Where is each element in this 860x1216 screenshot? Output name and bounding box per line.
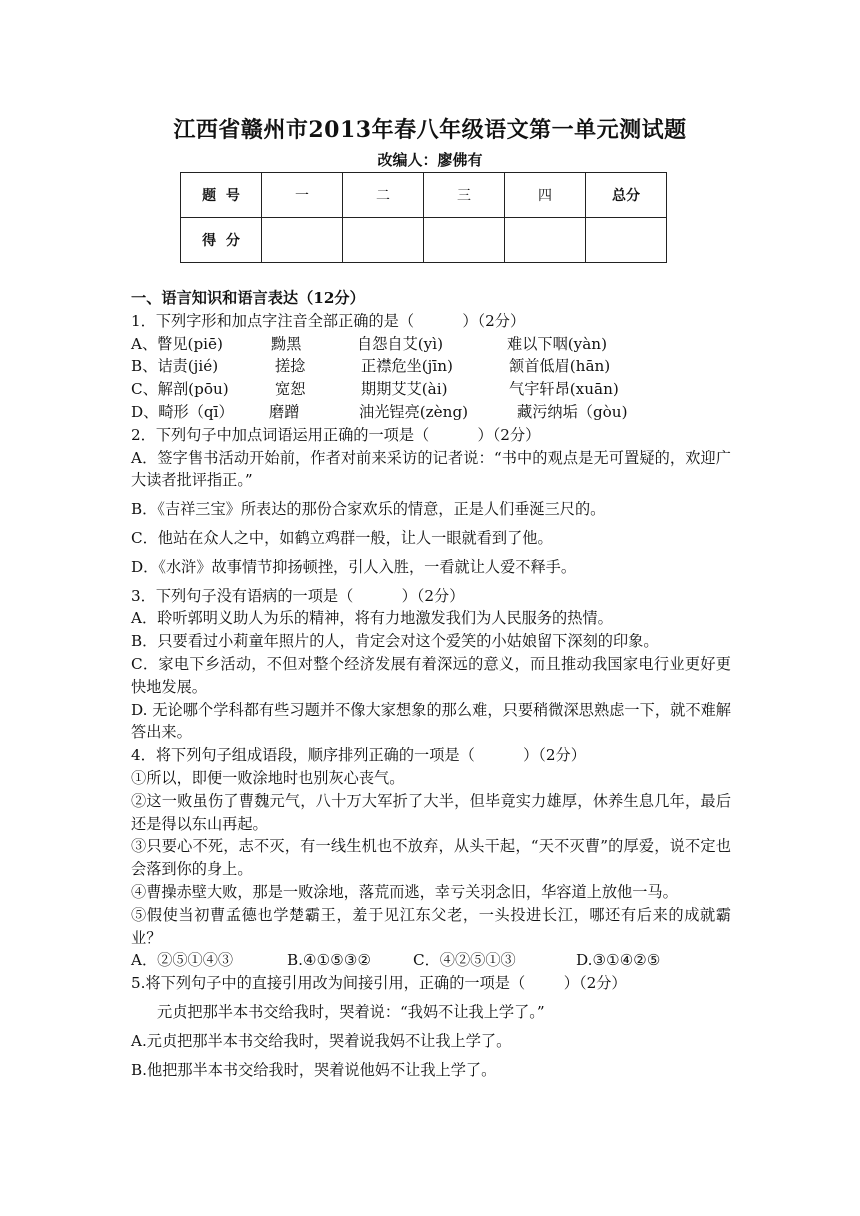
q1-option-a (131, 333, 731, 356)
score-table-header-row (181, 173, 667, 218)
q1-b-4: 颔首低眉(hān) (509, 357, 611, 376)
score-input-2[interactable] (343, 218, 424, 263)
score-input-3[interactable] (424, 218, 505, 263)
q1-stem: 1．下列字形和加点字注音全部正确的是（ ）（2分） (131, 311, 526, 330)
q4-option-d: D.③①④②⑤ (576, 951, 661, 970)
q5-quote: 元贞把那半本书交给我时，哭着说：“我妈不让我上学了。” (157, 1002, 545, 1021)
q3-option-a: A．聆听郭明义助人为乐的精神，将有力地激发我们为人民服务的热情。 (131, 609, 613, 628)
q4-sentence-4: ④曹操赤壁大败，那是一败涂地，落荒而逃，幸亏关羽念旧，华容道上放他一马。 (131, 882, 678, 901)
q4-sentence-5: ⑤假使当初曹孟德也学楚霸王，羞于见江东父老，一头投进长江，哪还有后来的成就霸业？ (131, 905, 731, 947)
q1-d-3: 油光锃亮(zèng) (359, 402, 469, 421)
q1-b-3: 正襟危坐(jīn) (361, 357, 453, 376)
q1-d-2: 磨蹭 (269, 402, 300, 421)
q1-option-c (131, 378, 731, 401)
q2-option-c: C．他站在众人之中，如鹤立鸡群一般，让人一眼就看到了他。 (131, 528, 553, 547)
q1-c-1: C、解剖(pōu) (131, 380, 229, 399)
q4-stem: 4．将下列句子组成语段，顺序排列正确的一项是（ ）（2分） (131, 746, 586, 765)
q1-a-1: A、瞥见(piē) (131, 334, 223, 353)
q1-d-4: 藏污纳垢（gòu) (517, 402, 628, 421)
score-cell-part2: 二 (343, 173, 424, 218)
score-input-1[interactable] (262, 218, 343, 263)
q1-d-1: D、畸形（qī） (131, 402, 234, 421)
q1-a-4: 难以下咽(yàn) (507, 334, 608, 353)
q1-b-1: B、诘责(jié) (131, 357, 219, 376)
score-cell-part3: 三 (424, 173, 505, 218)
question-content (131, 287, 731, 1081)
q4-sentence-1: ①所以，即便一败涂地时也别灰心丧气。 (131, 768, 405, 787)
q1-option-d (131, 401, 731, 424)
q3-option-d: D. 无论哪个学科都有些习题并不像大家想象的那么难，只要稍微深思熟虑一下，就不难解答出来。 (131, 700, 731, 742)
q4-sentence-2: ②这一败虽伤了曹魏元气，八十万大军折了大半，但毕竟实力雄厚，休养生息几年，最后还是得以东山再起。 (131, 791, 731, 833)
q4-option-c: C．④②⑤①③ (413, 951, 516, 970)
q2-option-a: A．签字售书活动开始前，作者对前来采访的记者说：“书中的观点是无可置疑的，欢迎广大读者批评指正。” (131, 448, 731, 490)
q5-stem: 5.将下列句子中的直接引用改为间接引用，正确的一项是（ ）（2分） (131, 974, 627, 993)
score-cell-part1: 一 (262, 173, 343, 218)
q1-c-4: 气宇轩昂(xuān) (509, 380, 619, 399)
q5-option-a: A.元贞把那半本书交给我时，哭着说我妈不让我上学了。 (131, 1031, 512, 1050)
q4-sentence-3: ③只要心不死，志不灭，有一线生机也不放弃，从头干起，“天不灭曹”的厚爱，说不定也会落到你的身上。 (131, 837, 731, 879)
q2-option-b: B．《吉祥三宝》所表达的那份合家欢乐的情意，正是人们垂涎三尺的。 (131, 500, 606, 519)
score-cell-total: 总分 (586, 173, 667, 218)
q1-c-3: 期期艾艾(ài) (361, 380, 448, 399)
q1-b-2: 搓捻 (275, 357, 306, 376)
score-cell-label: 题 号 (181, 173, 262, 218)
score-cell-part4: 四 (505, 173, 586, 218)
q3-option-c: C．家电下乡活动，不但对整个经济发展有着深远的意义，而且推动我国家电行业更好更快地发展。 (131, 654, 731, 696)
q4-option-b: B.④①⑤③② (287, 951, 372, 970)
q3-stem: 3．下列句子没有语病的一项是（ ）（2分） (131, 586, 465, 605)
section-heading: 一、语言知识和语言表达（12分） (131, 289, 365, 307)
q3-option-b: B．只要看过小莉童年照片的人，肯定会对这个爱笑的小姑娘留下深刻的印象。 (131, 632, 659, 651)
page-title: 江西省赣州市2013年春八年级语文第一单元测试题 (173, 117, 687, 143)
score-row-label: 得 分 (181, 218, 262, 263)
score-input-4[interactable] (505, 218, 586, 263)
q1-c-2: 宽恕 (275, 380, 306, 399)
q1-a-3: 自怨自艾(yì) (357, 334, 444, 353)
q1-a-2: 黝黑 (271, 334, 302, 353)
score-input-total[interactable] (586, 218, 667, 263)
editor-line: 改编人：廖佛有 (377, 151, 483, 169)
q2-stem: 2．下列句子中加点词语运用正确的一项是（ ）（2分） (131, 425, 541, 444)
q4-option-a: A．②⑤①④③ (131, 951, 234, 970)
score-table (180, 172, 667, 263)
q4-options (131, 949, 731, 972)
q5-option-b: B.他把那半本书交给我时，哭着说他妈不让我上学了。 (131, 1060, 497, 1079)
score-table-score-row (181, 218, 667, 263)
q1-option-b (131, 355, 731, 378)
q2-option-d: D．《水浒》故事情节抑扬顿挫，引人入胜，一看就让人爱不释手。 (131, 557, 577, 576)
